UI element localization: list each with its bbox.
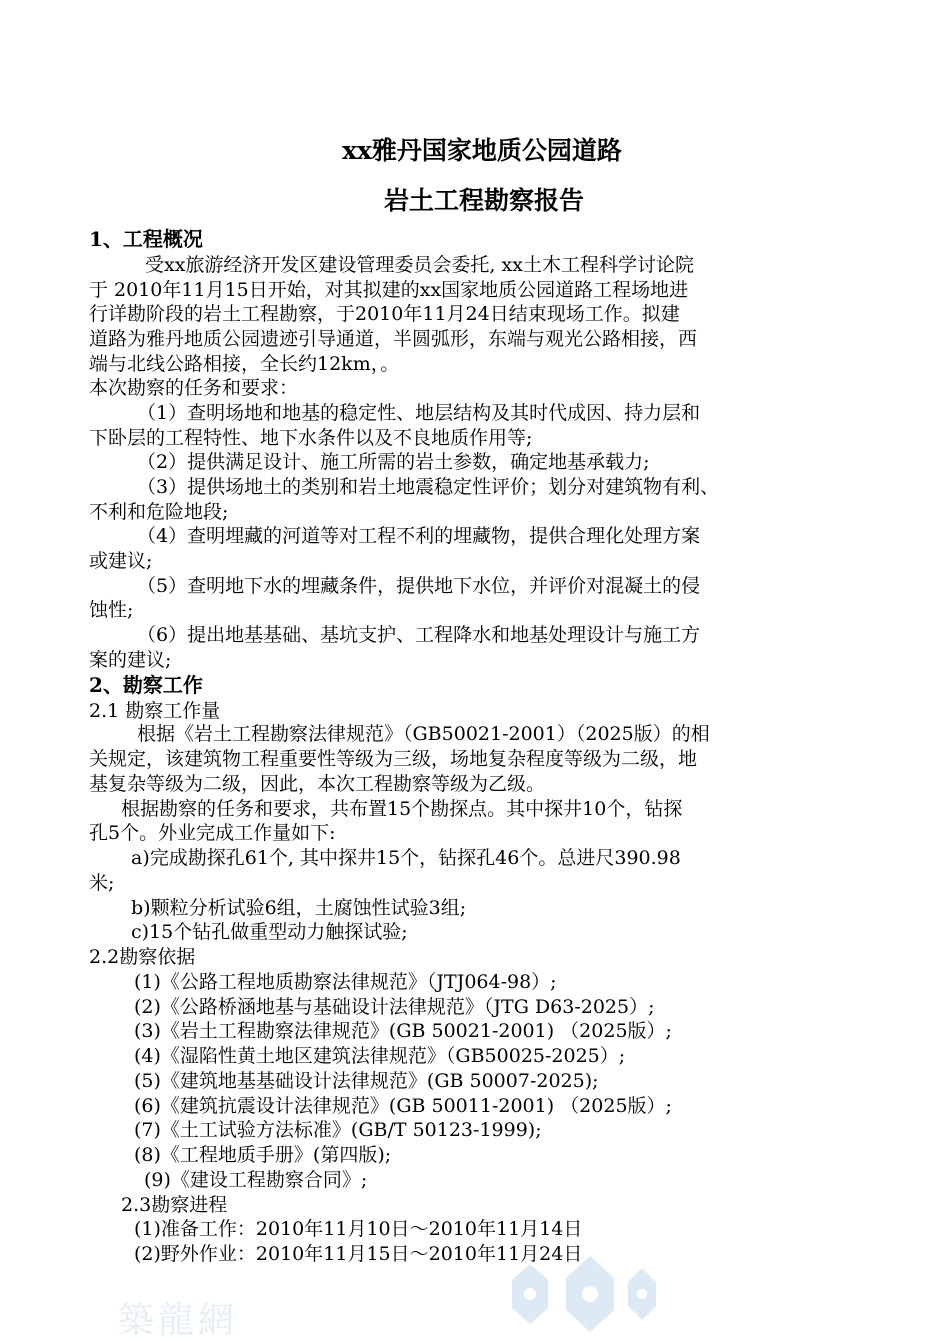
paragraph-line: 道路为雅丹地质公园遗迹引导通道，半圆弧形，东端与观光公路相接，西 — [89, 328, 698, 350]
paragraph-line: 本次勘察的任务和要求： — [89, 377, 299, 399]
reference-item: (5)《建筑地基基础设计法律规范》(GB 50007-2025); — [134, 1070, 599, 1092]
reference-item: (3)《岩土工程勘察法律规范》(GB 50021-2001) （2025版）; — [134, 1020, 672, 1042]
section-heading: 1、工程概况 — [89, 227, 203, 251]
reference-item: (1)《公路工程地质勘察法律规范》（JTJ064-98）; — [134, 971, 557, 993]
reference-item: (2)《公路桥涵地基与基础设计法律规范》（JTG D63-2025）; — [134, 996, 655, 1018]
paragraph-line: 于 2010年11月15日开始，对其拟建的xx国家地质公园道路工程场地进 — [89, 279, 689, 301]
reference-item: (8)《工程地质手册》(第四版); — [134, 1144, 392, 1166]
list-item-continuation: 蚀性; — [89, 599, 134, 621]
reference-item: (4)《湿陷性黄土地区建筑法律规范》（GB50025-2025）; — [134, 1045, 626, 1067]
list-item-continuation: 案的建议; — [89, 649, 172, 671]
paragraph-line: 关规定，该建筑物工程重要性等级为三级，场地复杂程度等级为二级，地 — [89, 748, 698, 770]
paragraph-line: 基复杂等级为二级，因此，本次工程勘察等级为乙级。 — [89, 773, 546, 795]
document-title: xx雅丹国家地质公园道路 — [342, 136, 622, 165]
reference-item: (6)《建筑抗震设计法律规范》(GB 50011-2001) （2025版）; — [134, 1095, 672, 1117]
paragraph-line: 端与北线公路相接，全长约12km，。 — [89, 353, 400, 375]
list-item: （6）提出地基基础、基坑支护、工程降水和地基处理设计与施工方 — [137, 624, 701, 646]
watermark-text: 築龍網 — [118, 1300, 239, 1341]
list-item: a)完成勘探孔61个, 其中探井15个，钻探孔46个。总进尺390.98 — [131, 847, 681, 869]
paragraph-line: 孔5个。外业完成工作量如下: — [89, 822, 336, 844]
subsection-heading: 2.1 勘察工作量 — [89, 700, 221, 722]
section-heading: 2、勘察工作 — [89, 673, 203, 697]
paragraph-line: 受xx旅游经济开发区建设管理委员会委托, xx土木工程科学讨论院 — [145, 254, 694, 276]
reference-item: (9)《建设工程勘察合同》; — [144, 1169, 368, 1191]
list-item: （2）提供满足设计、施工所需的岩土参数，确定地基承载力; — [137, 451, 650, 473]
reference-item: (7)《土工试验方法标准》(GB/T 50123-1999); — [134, 1119, 542, 1141]
list-item: （1）查明场地和地基的稳定性、地层结构及其时代成因、持力层和 — [137, 402, 701, 424]
paragraph-line: 根据勘察的任务和要求，共布置15个勘探点。其中探井10个，钻探 — [121, 798, 683, 820]
paragraph-line: 根据《岩土工程勘察法律规范》（GB50021-2001）（2025版）的相 — [137, 723, 710, 745]
schedule-item: (2)野外作业：2010年11月15日～2010年11月24日 — [134, 1243, 583, 1265]
subsection-heading: 2.2勘察依据 — [89, 946, 196, 968]
list-item-continuation: 下卧层的工程特性、地下水条件以及不良地质作用等; — [89, 427, 533, 449]
subsection-heading: 2.3勘察进程 — [121, 1194, 228, 1216]
list-item: （4）查明埋藏的河道等对工程不利的埋藏物，提供合理化处理方案 — [137, 525, 701, 547]
paragraph-line: 行详勘阶段的岩土工程勘察，于2010年11月24日结束现场工作。拟建 — [89, 303, 680, 325]
list-item: b)颗粒分析试验6组，土腐蚀性试验3组; — [131, 897, 467, 919]
list-item-continuation: 不利和危险地段; — [89, 501, 229, 523]
list-item: c)15个钻孔做重型动力触探试验; — [131, 921, 408, 943]
schedule-item: (1)准备工作：2010年11月10日～2010年11月14日 — [134, 1218, 583, 1240]
list-item: （3）提供场地土的类别和岩土地震稳定性评价；划分对建筑物有利、 — [137, 476, 720, 498]
list-item-continuation: 或建议; — [89, 550, 153, 572]
list-item: （5）查明地下水的埋藏条件，提供地下水位，并评价对混凝土的侵 — [137, 575, 701, 597]
document-subtitle: 岩土工程勘察报告 — [383, 186, 584, 215]
list-item-continuation: 米; — [89, 872, 115, 894]
